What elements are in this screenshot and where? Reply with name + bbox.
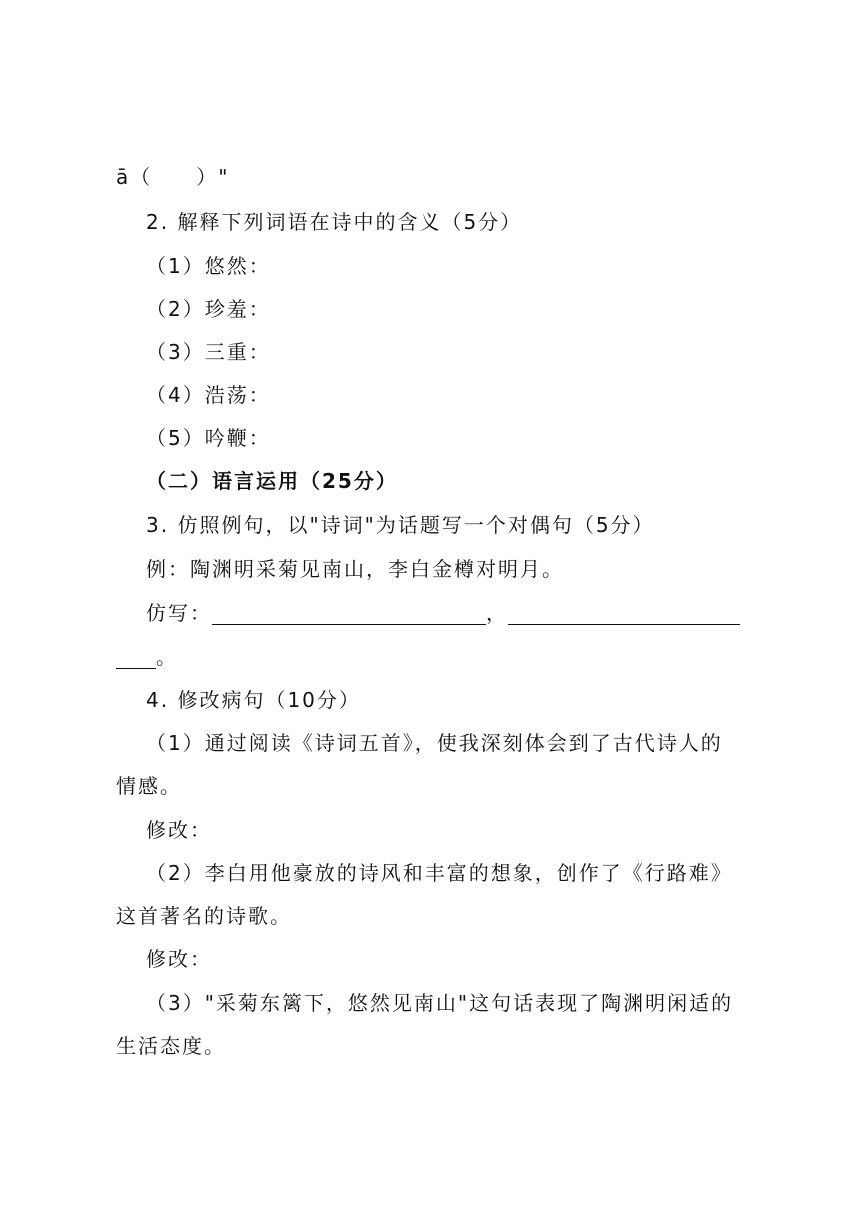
answer-separator: ，: [486, 601, 508, 625]
question-3-answer-continuation: [116, 645, 178, 669]
question-4-item-2-revision: 修改：: [146, 947, 212, 971]
section-heading-language-use: （二）语言运用（25分）: [146, 469, 398, 493]
answer-blank-2-continued[interactable]: [116, 648, 156, 669]
question-2-item-3: （3）三重：: [146, 340, 271, 364]
question-4-item-3-line-2: 生活态度。: [116, 1034, 226, 1058]
question-2-title: 2. 解释下列词语在诗中的含义（5分）: [146, 210, 523, 234]
imitation-label: 仿写：: [146, 601, 212, 625]
question-2-item-2: （2）珍羞：: [146, 297, 271, 321]
question-4-item-1-revision: 修改：: [146, 818, 212, 842]
question-4-item-2-line-2: 这首著名的诗歌。: [116, 904, 292, 928]
question-4-item-2-line-1: （2）李白用他豪放的诗风和丰富的想象，创作了《行路难》: [146, 861, 733, 885]
answer-end-mark: 。: [156, 645, 178, 669]
question-3-answer-line: [146, 601, 740, 625]
question-4-item-1-line-2: 情感。: [116, 774, 182, 798]
question-2-item-4: （4）浩荡：: [146, 383, 271, 407]
question-4-item-3-line-1: （3）"采菊东篱下，悠然见南山"这句话表现了陶渊明闲适的: [146, 991, 734, 1015]
question-3-example: 例：陶渊明采菊见南山，李白金樽对明月。: [146, 557, 564, 581]
question-3-title: 3. 仿照例句，以"诗词"为话题写一个对偶句（5分）: [146, 513, 655, 537]
answer-blank-2[interactable]: [508, 604, 740, 625]
pinyin-fragment-line: ā（ ）": [116, 165, 230, 189]
question-4-title: 4. 修改病句（10分）: [146, 688, 361, 712]
question-4-item-1-line-1: （1）通过阅读《诗词五首》，使我深刻体会到了古代诗人的: [146, 731, 723, 755]
answer-blank-1[interactable]: [212, 604, 486, 625]
question-2-item-1: （1）悠然：: [146, 254, 271, 278]
question-2-item-5: （5）吟鞭：: [146, 426, 271, 450]
